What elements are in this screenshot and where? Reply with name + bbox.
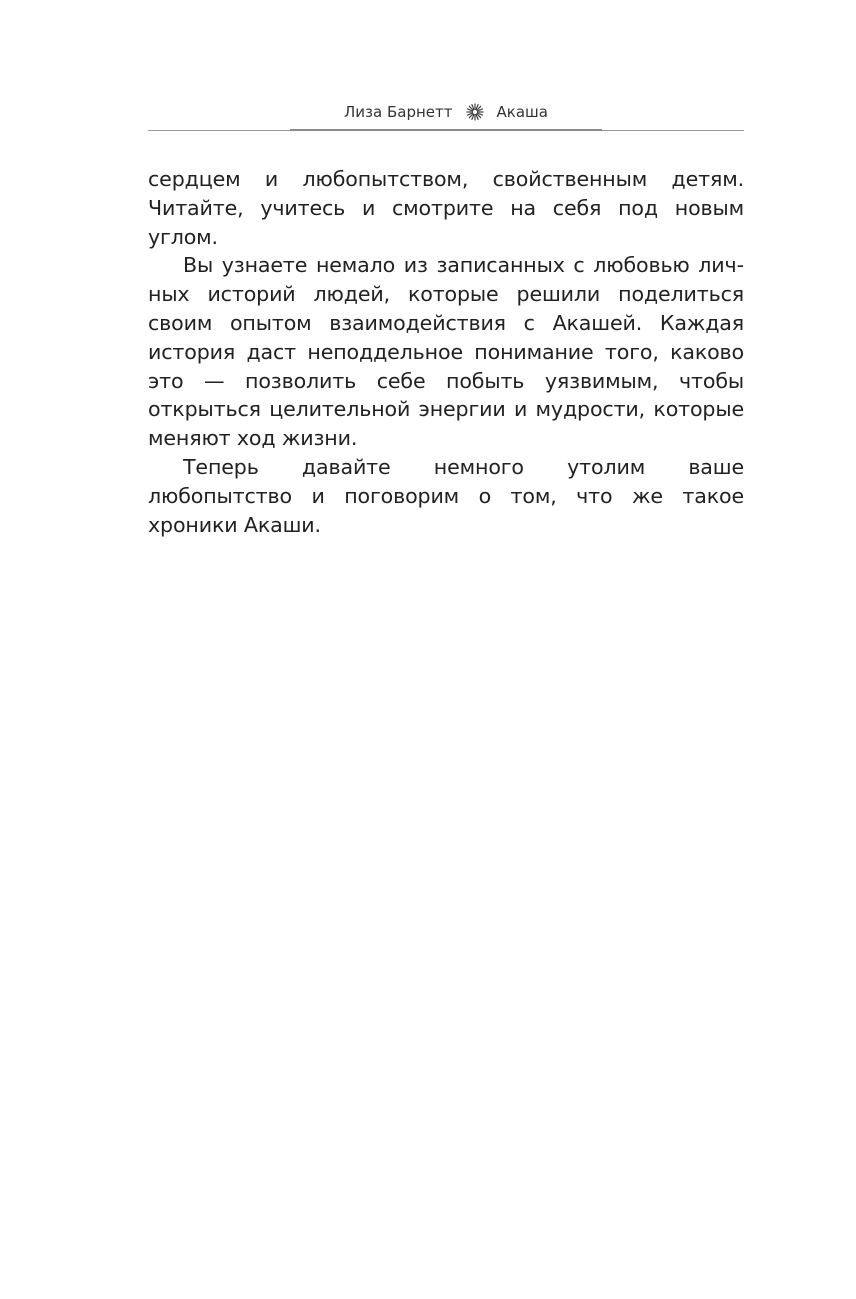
star-ornament-icon [465, 102, 485, 122]
header-rule-accent [290, 129, 602, 131]
running-header [148, 100, 744, 124]
header-title: Акаша [496, 103, 548, 121]
paragraph-1: сердцем и любопытством, свойственным детям. Читайте, учитесь и смотрите на себя под новым углом. [148, 167, 744, 249]
body-text [148, 165, 744, 539]
paragraph-3: Теперь давайте немного утолим ваше любопытство и поговорим о том, что же такое хроники Акаши. [148, 454, 744, 537]
paragraph-2: Вы узнаете немало из записанных с любовью личных историй людей, которые решили поделиться своим опытом взаимодействия с Акашей. Каждая история даст неподдельное понимание того, каково это — позволить себе побыть уязвимым, чтобы открыться целительной энергии и мудрости, которые меняют ход жизни. [148, 253, 744, 451]
header-author: Лиза Барнетт [344, 103, 453, 121]
